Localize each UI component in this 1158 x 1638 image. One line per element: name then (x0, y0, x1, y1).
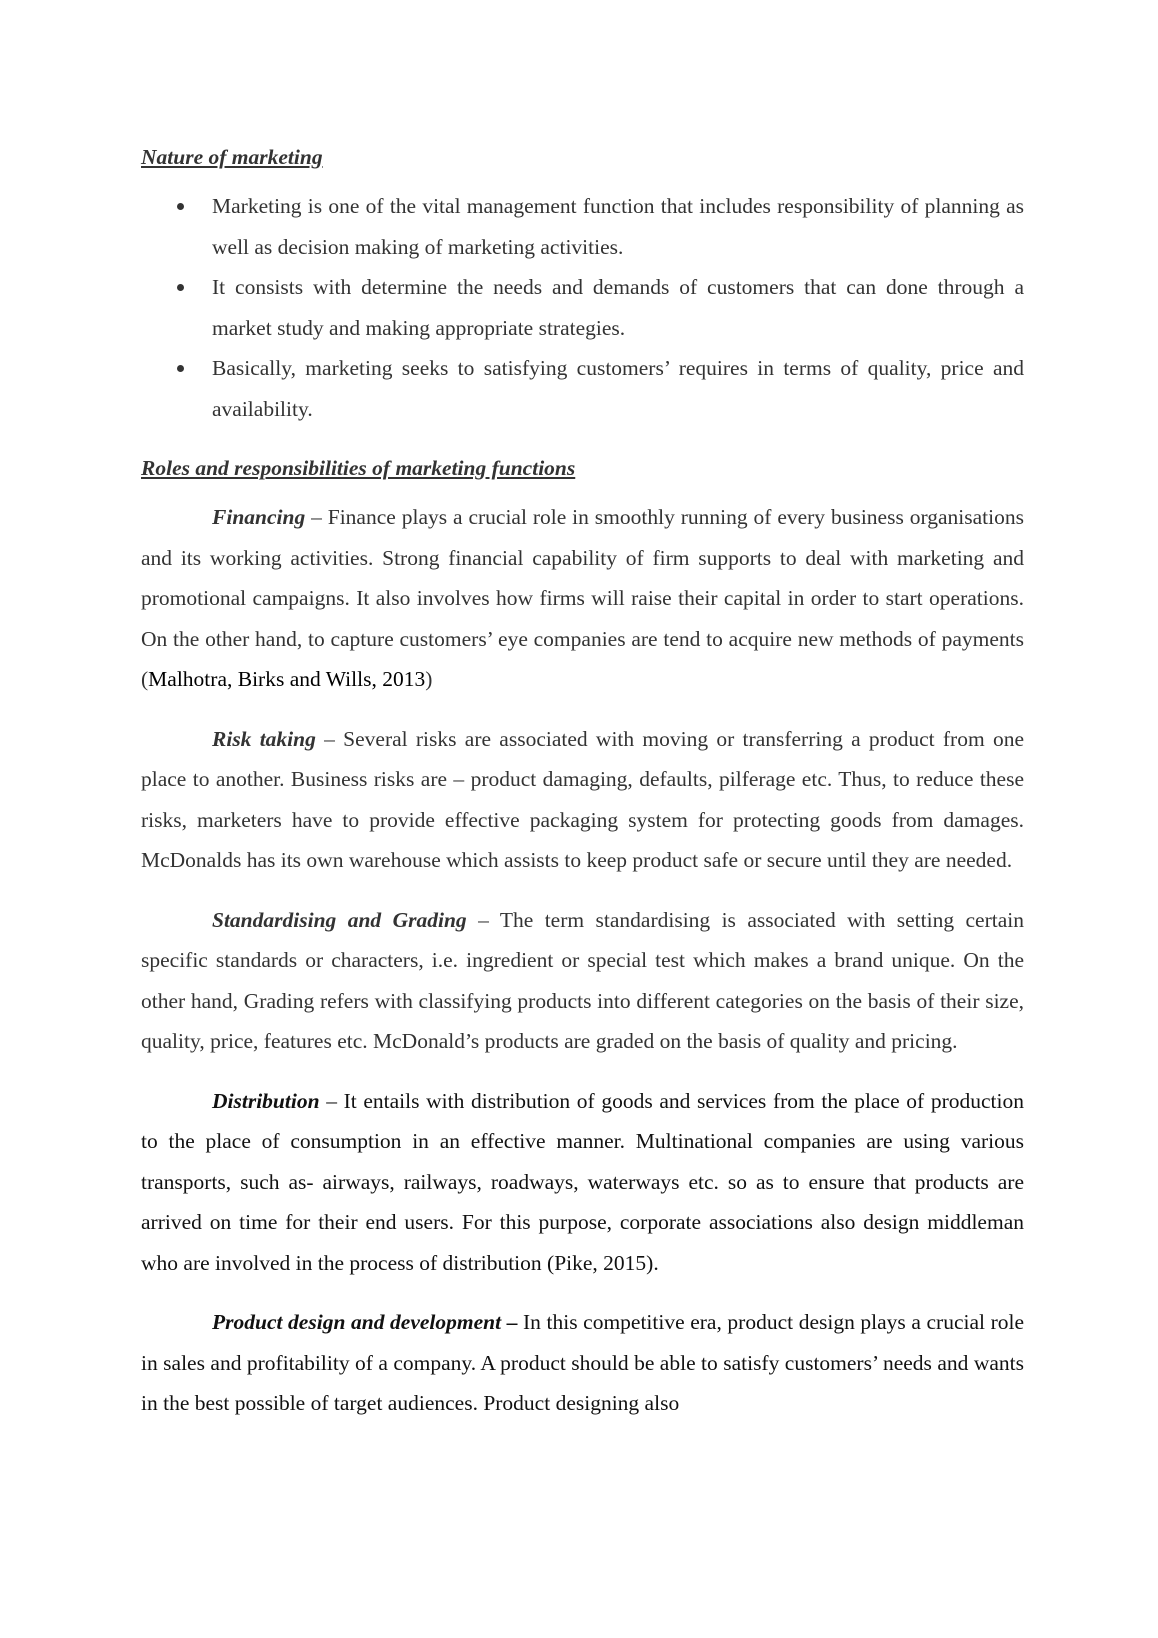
list-item (141, 348, 1024, 429)
term-label: Distribution (212, 1088, 320, 1113)
bullet-list (141, 186, 1024, 429)
paragraph-financing (141, 497, 1024, 700)
paragraph-text: – Finance plays a crucial role in smoothly running of every business organisations and its working activities. Strong financial capability of firm supports to deal with marketing and promotional campaigns. It also involves how firms will raise their capital in order to start operations. On the other hand, to capture customers’ eye companies are tend to acquire new methods of payments ( (141, 505, 1024, 691)
paragraph-text: – It entails with distribution of goods and services from the place of production to the place of consumption in an effective manner. Multinational companies are using various transports, such as- airways, railways, roadways, waterways etc. so as to ensure that products are arrived on time for their end users. For this purpose, corporate associations also design middleman who are involved in the process of distribution (Pike, 2015). (141, 1088, 1024, 1275)
heading-nature-of-marketing: Nature of marketing (141, 145, 323, 169)
paragraph-standardising-grading (141, 900, 1024, 1062)
paragraph-text: In this competitive era, product design plays a crucial role in sales and profitability of a company. A product should be able to satisfy customers’ needs and wants in the best possible of target audiences. Product designing also (141, 1310, 1025, 1415)
paragraph-product-design (141, 1302, 1024, 1424)
bullet-text: It consists with determine the needs and demands of customers that can done through a market study and making appropriate strategies. (212, 275, 1024, 340)
list-item (141, 267, 1024, 348)
bullet-icon (177, 203, 184, 210)
paragraph-text: – Several risks are associated with moving or transferring a product from one place to another. Business risks are – product damaging, defaults, pilferage etc. Thus, to reduce these risks, marketers have to provide effective packaging system for protecting goods from damages. McDonalds has its own warehouse which assists to keep product safe or secure until they are needed. (141, 726, 1024, 872)
term-label: Standardising and Grading (212, 907, 467, 932)
document-page (141, 137, 1024, 1424)
list-item (141, 186, 1024, 267)
heading-roles-and-responsibilities: Roles and responsibilities of marketing functions (141, 456, 576, 480)
term-label: Financing (212, 505, 306, 529)
paragraphs-container (141, 497, 1024, 1424)
citation-close: ) (425, 667, 433, 691)
bullet-icon (177, 284, 184, 291)
bullet-icon (177, 365, 184, 372)
paragraph-risk-taking (141, 719, 1024, 881)
bullet-text: Marketing is one of the vital management function that includes responsibility of planning as well as decision making of marketing activities. (212, 194, 1024, 259)
term-label: Risk taking (212, 726, 316, 751)
paragraph-text: – The term standardising is associated with setting certain specific standards or characters, i.e. ingredient or special test which makes a brand unique. On the other hand, Grading refers with classifying products into different categories on the basis of their size, quality, price, features etc. McDonald’s products are graded on the basis of quality and pricing. (141, 907, 1024, 1053)
paragraph-distribution (141, 1081, 1024, 1284)
term-dash: – (501, 1310, 518, 1334)
citation: Malhotra, Birks and Wills, 2013 (148, 667, 426, 691)
bullet-text: Basically, marketing seeks to satisfying customers’ requires in terms of quality, price and availability. (212, 356, 1024, 421)
term-label: Product design and development (212, 1310, 502, 1334)
